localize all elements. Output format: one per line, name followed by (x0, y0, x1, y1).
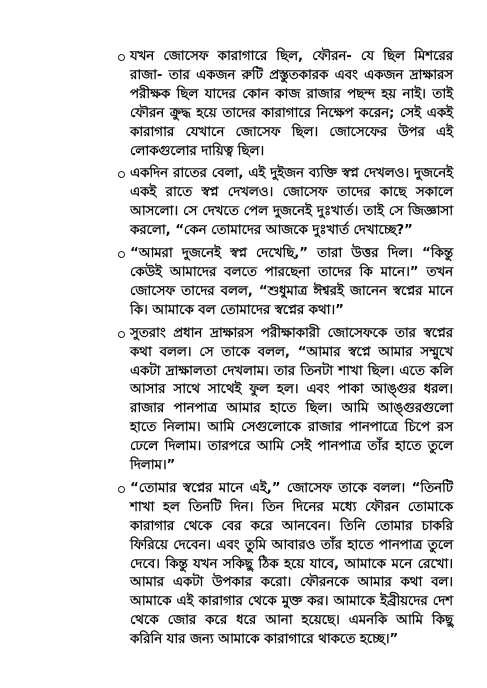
list-item (88, 325, 453, 476)
list-item (88, 480, 453, 650)
paragraph-text: “আমরা দুজনেই স্বপ্ন দেখেছি,” তারা উত্তর দিল। “কিন্তু কেউই আমাদের বলতে পারছেনা তাদের কি মানে।” তখন জোসেফ তাদের বলল, “শুধুমাত্র ঈশ্বরই জানেন স্বপ্নের মানে কি। আমাকে বল তোমাদের স্বপ্নের কথা।” (130, 246, 453, 318)
hollow-circle-bullet-icon (118, 54, 125, 61)
list-item (88, 48, 453, 161)
list-item (88, 245, 453, 321)
story-bullet-list (88, 48, 453, 654)
hollow-circle-bullet-icon (118, 171, 125, 178)
list-item (88, 165, 453, 241)
paragraph-text: “তোমার স্বপ্নের মানে এই,” জোসেফ তাকে বলল। “তিনটি শাখা হল তিনটি দিন। তিন দিনের মধ্যে ফৌরন তোমাকে কারাগার থেকে বের করে আনবেন। তিনি তোমার চাকরি ফিরিয়ে দেবেন। এবং তুমি আবারও তাঁর হাতে পানপাত্র তুলে দেবে। কিন্তু যখন সকিছু ঠিক হয়ে যাবে, আমাকে মনে রেখো। আমার একটা উপকার করো। ফৌরনকে আমার কথা বল। আমাকে এই কারাগার থেকে মুক্ত কর। আমাকে ইব্রীয়দের দেশ থেকে জোর করে ধরে আনা হয়েছে। এমনকি আমি কিছু করিনি যার জন্য আমাকে কারাগারে থাকতে হচ্ছে।” (130, 480, 453, 648)
hollow-circle-bullet-icon (118, 251, 125, 258)
paragraph-text: সুতরাং প্রধান দ্রাক্ষারস পরীক্ষাকারী জোসেফকে তার স্বপ্নের কথা বলল। সে তাকে বলল, “আমার স্বপ্নে আমার সম্মুখে একটা দ্রাক্ষালতা দেখলাম। তার তিনটা শাখা ছিল। এতে কলি আসার সাথে সাথেই ফুল হল। এবং পাকা আঙ্গুর ধরল। রাজার পানপাত্র আমার হাতে ছিল। আমি আঙ্গুরগুলো হাতে নিলাম। আমি সেগুলোকে রাজার পানপাত্রে চিপে রস ঢেলে দিলাম। তারপরে আমি সেই পানপাত্র তাঁর হাতে তুলে দিলাম।” (130, 325, 453, 474)
hollow-circle-bullet-icon (118, 486, 125, 493)
paragraph-text: একদিন রাতের বেলা, এই দুইজন ব্যক্তি স্বপ্ন দেখলও। দুজনেই একই রাতে স্বপ্ন দেখলও। জোসেফ তাদের কাছে সকালে আসলো। সে দেখতে পেল দুজনেই দুঃখার্ত। তাই সে জিজ্ঞাসা করলো, “কেন তোমাদের আজকে দুঃখার্ত দেখাচ্ছে?” (130, 166, 453, 239)
paragraph-text: যখন জোসেফ কারাগারে ছিল, ফৌরন- যে ছিল মিশরের রাজা- তার একজন রুটি প্রস্তুতকারক এবং একজন দ্রাক্ষারস পরীক্ষক ছিল যাদের কোন কাজ রাজার পছন্দ হয় নাই। তাই ফৌরন ক্রুদ্ধ হয়ে তাদের কারাগারে নিক্ষেপ করেন; সেই একই কারাগার যেখানে জোসেফ ছিল। জোসেফের উপর এই লোকগুলোর দায়িত্ব ছিল। (130, 49, 453, 159)
hollow-circle-bullet-icon (118, 331, 125, 338)
